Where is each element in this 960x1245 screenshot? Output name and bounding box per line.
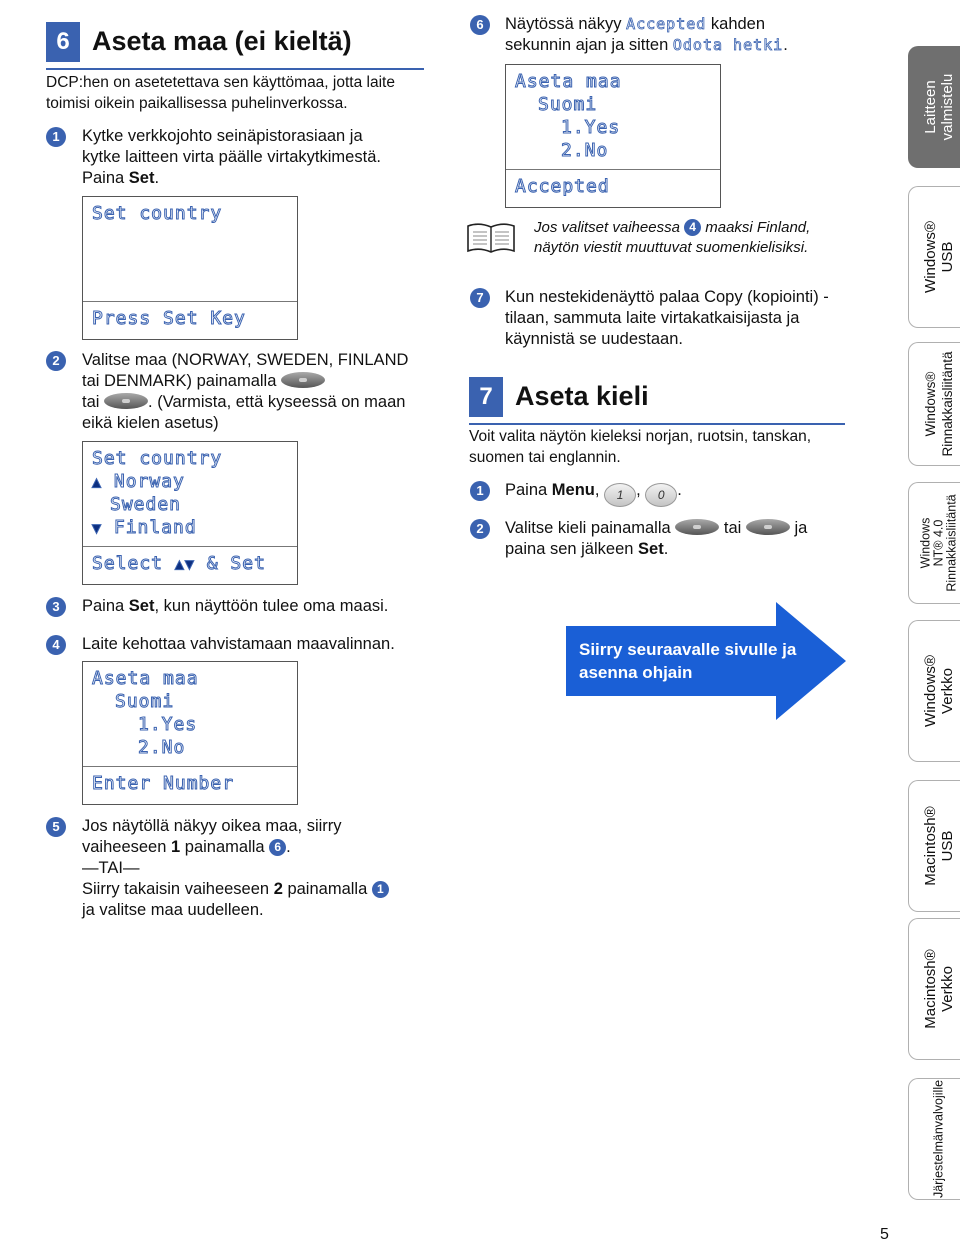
side-tab-windows-network-label <box>922 655 956 727</box>
sec7-step2-text <box>505 518 845 560</box>
lcd3-line3: 1.Yes <box>138 714 198 735</box>
section6-intro: DCP:hen on asetetettava sen käyttömaa, jotta laite toimisi oikein paikallisessa puhelinverkossa. <box>46 74 395 112</box>
step6-ref-badge: 6 <box>269 839 286 856</box>
down-arrow-key-icon <box>746 519 790 535</box>
lcd-display-1 <box>82 196 298 340</box>
side-tab-windows-network[interactable] <box>908 620 960 762</box>
sec7-step2-suffix: . <box>663 540 669 558</box>
step2-text3: . (Varmista, että kyseessä on maan eikä kielen asetus) <box>82 393 406 432</box>
accepted-mono: Accepted <box>626 15 707 33</box>
step5-tai: —TAI— <box>82 859 140 877</box>
side-tab-windows-parallel-label <box>922 351 956 456</box>
lcd-display-2 <box>82 441 298 585</box>
step5-bold2: 2 <box>273 880 283 898</box>
step1-suffix: . <box>154 169 160 187</box>
section7-intro: Voit valita näytön kieleksi norjan, ruotsin, tanskan, suomen tai englannin. <box>469 428 812 466</box>
lcd4-line1: Aseta maa <box>515 71 622 92</box>
sec7-step1-comma: , <box>594 481 600 499</box>
up-arrow-key-icon <box>281 372 325 388</box>
side-tab-windows-nt[interactable] <box>908 482 960 604</box>
lcd1-line2: Press Set Key <box>92 308 246 329</box>
sec7-step1-prefix: Paina <box>505 481 552 499</box>
side-tab-windows-usb-label <box>922 221 956 293</box>
side-tab-3-line1: Windows <box>918 517 933 569</box>
lcd3-line2: Suomi <box>115 691 175 712</box>
menu-key-label: Menu <box>551 481 595 499</box>
odota-hetki-mono: Odota hetki <box>672 36 784 54</box>
lcd2-line5-row <box>92 553 266 574</box>
lcd3-line5: Enter Number <box>92 773 235 794</box>
side-tab-0-line2: valmistelu <box>939 73 956 141</box>
sec7-step1-text <box>505 480 835 507</box>
section7-header <box>469 377 845 425</box>
step2-text1: Valitse maa (NORWAY, SWEDEN, FINLAND tai DENMARK) painamalla <box>82 351 409 390</box>
step6-badge: 6 <box>470 15 490 35</box>
lcd3-line1: Aseta maa <box>92 668 199 689</box>
step6-text2: kahden sekunnin ajan ja sitten <box>505 15 766 54</box>
step5-bold1: 1 <box>171 838 181 856</box>
side-tab-5-line2: USB <box>939 830 956 862</box>
side-tab-device-setup-label <box>922 74 956 141</box>
side-tab-6-line1: Macintosh® <box>922 949 939 1029</box>
lcd4-line5: Accepted <box>515 176 610 197</box>
side-tab-1-line2: USB <box>939 241 956 273</box>
step1-badge: 1 <box>46 127 66 147</box>
step5-text3: Siirry takaisin vaiheeseen <box>82 880 274 898</box>
note-text <box>534 218 844 258</box>
step2-text2: tai <box>82 393 100 411</box>
step4-text: Laite kehottaa vahvistamaan maavalinnan. <box>82 635 395 653</box>
lcd1-line1: Set country <box>92 203 223 224</box>
step3-suffix: , kun näyttöön tulee oma maasi. <box>154 597 389 615</box>
step5-text: Jos näytöllä näkyy oikea maa, siirry vaiheeseen 1 painamalla 6 . —TAI— Siirry takaisin vaiheeseen 2 painamalla 1 ja valitse maa uudelleen. <box>82 816 402 921</box>
key-1-icon: 1 <box>604 483 636 507</box>
page-number: 5 <box>880 1226 889 1243</box>
lcd2-line5a: Select <box>92 553 175 574</box>
side-tab-device-setup[interactable] <box>908 46 960 168</box>
sec7-step2-text1: Valitse kieli painamalla <box>505 519 671 537</box>
step3-key: Set <box>128 597 155 615</box>
step2-badge: 2 <box>46 351 66 371</box>
sec7-step1-suffix: . <box>677 481 682 499</box>
lcd2-line2: Norway <box>113 471 185 492</box>
next-page-arrow-text: Siirry seuraavalle sivulle ja asenna ohjain <box>579 640 797 682</box>
step5-text1: Jos näytöllä näkyy oikea maa, siirry vaiheeseen <box>82 817 342 856</box>
next-page-arrow[interactable] <box>566 602 848 720</box>
lcd2-line1: Set country <box>92 448 223 469</box>
step7-badge: 7 <box>470 288 490 308</box>
down-triangle-icon: ▼ <box>92 519 103 537</box>
up-down-triangle-icon: ▲▼ <box>174 555 195 573</box>
lcd-display-3 <box>82 661 298 805</box>
section7-number: 7 <box>469 377 503 417</box>
lcd2-line2-row <box>92 471 185 492</box>
section6-header <box>46 22 424 70</box>
sec7-step1-badge: 1 <box>470 481 490 501</box>
sec7-step2-tai: tai <box>723 519 742 537</box>
section6-title: Aseta maa (ei kieltä) <box>92 26 352 56</box>
side-tab-4-line1: Windows® <box>922 655 939 727</box>
section7-title: Aseta kieli <box>515 381 649 411</box>
side-tab-3-line3: Rinnakkaisliitäntä <box>944 494 959 592</box>
side-tab-1-line1: Windows® <box>922 221 939 293</box>
note-text1: Jos valitset vaiheessa <box>534 219 685 236</box>
sec7-step2-badge: 2 <box>470 519 490 539</box>
sec7-step2-ja: ja <box>794 519 808 537</box>
lcd4-line3: 1.Yes <box>561 117 621 138</box>
step3-text <box>82 596 422 617</box>
side-tab-windows-parallel[interactable] <box>908 342 960 466</box>
side-tab-0-line1: Laitteen <box>922 80 939 134</box>
side-tab-6-line2: Verkko <box>939 966 956 1012</box>
key-0-icon: 0 <box>645 483 677 507</box>
up-arrow-key-icon <box>675 519 719 535</box>
side-tab-4-line2: Verkko <box>939 668 956 714</box>
set-key-label: Set <box>128 169 155 187</box>
side-tab-2-line1: Windows® <box>923 371 938 437</box>
step5-badge: 5 <box>46 817 66 837</box>
sec7-step2-text2: paina sen jälkeen <box>505 540 639 558</box>
step3-badge: 3 <box>46 597 66 617</box>
side-tab-macintosh-network[interactable] <box>908 918 960 1060</box>
step2-text <box>82 350 422 434</box>
side-tab-windows-usb[interactable] <box>908 186 960 328</box>
step1-press: Paina <box>82 169 129 187</box>
side-tab-macintosh-usb-label <box>922 806 956 885</box>
note-text2: maaksi Finland, näytön viestit muuttuvat suomenkielisiksi. <box>534 219 811 256</box>
side-tab-windows-nt-label <box>920 494 959 591</box>
note-book-icon <box>466 222 516 254</box>
side-tab-7-line1: Järjestelmänvalvojille <box>931 1079 946 1199</box>
lcd2-line3: Sweden <box>110 494 182 515</box>
step7-text: Kun nestekidenäyttö palaa Copy (kopiointi) -tilaan, sammuta laite virtakatkaisijasta ja käynnistä se uudestaan. <box>505 288 829 348</box>
step1-desc: Kytke verkkojohto seinäpistorasiaan ja kytke laitteen virta päälle virtakytkimestä. <box>82 127 381 166</box>
sec7-set-key-label: Set <box>638 540 664 558</box>
up-triangle-icon: ▲ <box>92 473 103 491</box>
down-arrow-key-icon <box>104 393 148 409</box>
lcd4-line4: 2.No <box>561 140 609 161</box>
step6-text1: Näytössä näkyy <box>505 15 627 33</box>
lcd2-line4-row <box>92 517 197 538</box>
step5-text5: ja valitse maa uudelleen. <box>82 901 264 919</box>
side-tab-administrators-label <box>931 1080 948 1198</box>
side-tab-2-line2: Rinnakkaisliitäntä <box>940 351 955 457</box>
step3-prefix: Paina <box>82 597 129 615</box>
lcd2-line4: Finland <box>113 517 197 538</box>
step4-ref-badge: 4 <box>684 219 701 236</box>
step6-text <box>505 14 835 56</box>
lcd-display-4 <box>505 64 721 208</box>
step1-text <box>82 126 402 189</box>
side-tab-administrators[interactable] <box>908 1078 960 1200</box>
sec7-step1-comma2: , <box>636 481 641 499</box>
step1-ref-badge: 1 <box>372 881 389 898</box>
step5-text4: painamalla <box>282 880 372 898</box>
step4-badge: 4 <box>46 635 66 655</box>
section6-number: 6 <box>46 22 80 62</box>
step6-text3: . <box>783 36 788 54</box>
side-tab-3-line2: NT® 4.0 <box>931 519 946 567</box>
side-tab-macintosh-network-label <box>922 949 956 1028</box>
lcd3-line4: 2.No <box>138 737 186 758</box>
lcd4-line2: Suomi <box>538 94 598 115</box>
lcd2-line5b: & Set <box>194 553 266 574</box>
side-tab-5-line1: Macintosh® <box>922 806 939 886</box>
side-tab-macintosh-usb[interactable] <box>908 780 960 912</box>
step5-text2: painamalla <box>180 838 270 856</box>
